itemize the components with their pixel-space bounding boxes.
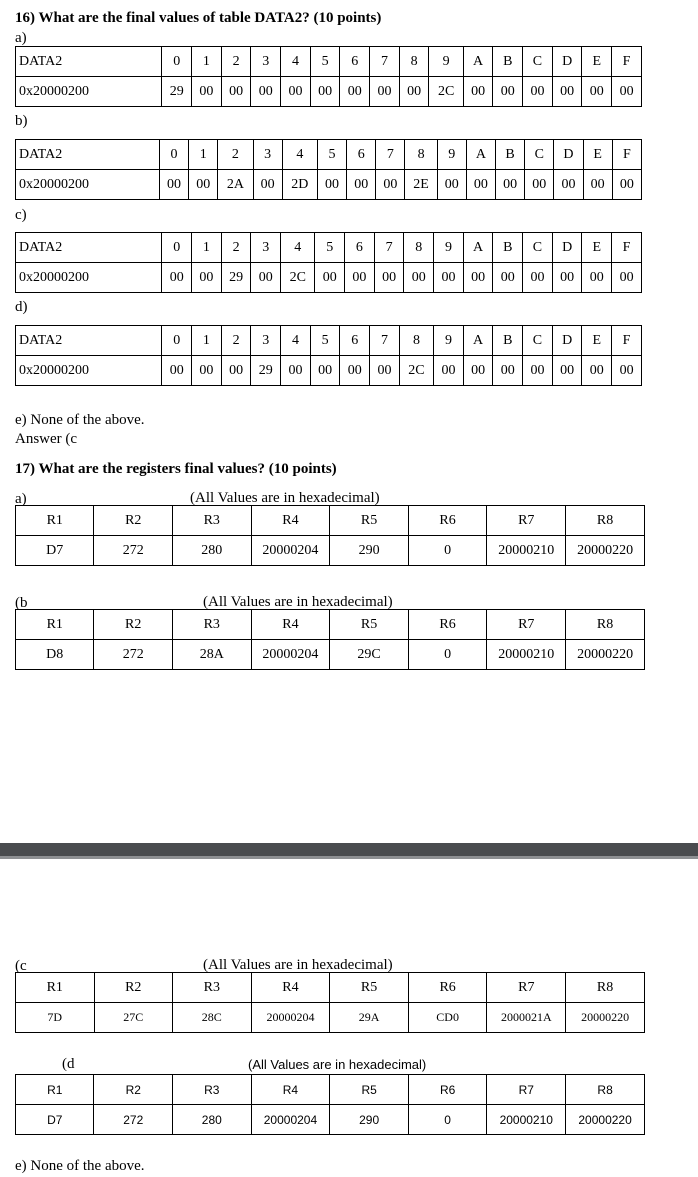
table-cell: E xyxy=(582,47,612,77)
table-cell: 00 xyxy=(251,263,281,293)
table-cell: 00 xyxy=(315,263,345,293)
table-cell: 00 xyxy=(612,170,641,200)
table-cell: 2 xyxy=(221,47,251,77)
table-cell: B xyxy=(493,326,523,356)
table-cell: 00 xyxy=(582,263,612,293)
table-cell: CD0 xyxy=(408,1003,487,1033)
table-cell: 0 xyxy=(408,536,486,566)
table-header-row xyxy=(16,610,645,640)
table-cell: 00 xyxy=(437,170,466,200)
table-cell: R3 xyxy=(172,610,251,640)
table-cell: R4 xyxy=(251,1075,330,1105)
table-cell: 00 xyxy=(310,356,340,386)
table-cell: D xyxy=(552,47,582,77)
table-cell: R2 xyxy=(94,506,173,536)
table-cell: 4 xyxy=(281,47,311,77)
table-header-row xyxy=(16,973,645,1003)
table-cell: R8 xyxy=(566,1075,645,1105)
table-cell: 8 xyxy=(405,140,437,170)
table-cell: R5 xyxy=(330,1075,409,1105)
table-cell: DATA2 xyxy=(16,233,162,263)
table-cell: 00 xyxy=(192,77,222,107)
table-row xyxy=(16,1105,645,1135)
table-cell: 6 xyxy=(340,326,370,356)
table-cell: 00 xyxy=(374,263,404,293)
table-cell: R8 xyxy=(566,973,645,1003)
table-cell: 00 xyxy=(345,263,375,293)
table-cell: 00 xyxy=(162,263,192,293)
table-cell: 00 xyxy=(582,77,612,107)
table-cell: R6 xyxy=(408,1075,486,1105)
table-header-row xyxy=(16,326,642,356)
table-cell: R7 xyxy=(487,1075,566,1105)
table-row xyxy=(16,640,645,670)
table-cell: 00 xyxy=(399,77,429,107)
table-cell: 00 xyxy=(370,356,400,386)
table-cell: 00 xyxy=(189,170,218,200)
table-cell: 00 xyxy=(496,170,525,200)
table-cell: 00 xyxy=(523,77,553,107)
q17-option-c-note: (All Values are in hexadecimal) xyxy=(203,957,393,973)
table-cell: 1 xyxy=(192,47,222,77)
table-cell: 00 xyxy=(493,356,523,386)
table-cell: C xyxy=(525,140,554,170)
table-cell: 00 xyxy=(221,356,251,386)
q17-title: 17) What are the registers final values? (10 points) xyxy=(15,461,337,477)
q17-option-a-table xyxy=(15,505,645,566)
table-row xyxy=(16,170,642,200)
q17-option-e: e) None of the above. xyxy=(15,1158,145,1174)
q17-option-d-note: (All Values are in hexadecimal) xyxy=(248,1057,427,1072)
table-cell: R1 xyxy=(16,973,95,1003)
q17-option-d-table xyxy=(15,1074,645,1135)
table-cell: 0 xyxy=(408,640,486,670)
table-cell: R6 xyxy=(408,506,486,536)
table-cell: R6 xyxy=(408,610,486,640)
table-cell: 7 xyxy=(370,326,400,356)
q16-option-c-label: c) xyxy=(15,207,27,223)
q17-option-a-note: (All Values are in hexadecimal) xyxy=(190,490,380,506)
table-cell: R3 xyxy=(173,1075,252,1105)
table-cell: 00 xyxy=(340,77,370,107)
table-cell: R8 xyxy=(566,610,645,640)
table-cell: E xyxy=(583,140,612,170)
table-cell: 4 xyxy=(281,233,315,263)
q17-option-b-note: (All Values are in hexadecimal) xyxy=(203,594,393,610)
table-header-row xyxy=(16,506,645,536)
table-cell: 00 xyxy=(523,263,553,293)
q17-option-d-label: (d xyxy=(62,1056,75,1072)
table-cell: R2 xyxy=(94,610,173,640)
table-cell: 29 xyxy=(251,356,281,386)
q16-option-a-label: a) xyxy=(15,30,27,46)
table-cell: 00 xyxy=(251,77,281,107)
table-row xyxy=(16,1003,645,1033)
table-cell: R2 xyxy=(94,1075,173,1105)
table-cell: 00 xyxy=(466,170,495,200)
table-cell: 4 xyxy=(281,326,311,356)
table-cell: 3 xyxy=(251,326,281,356)
table-cell: 00 xyxy=(281,77,311,107)
table-cell: 2C xyxy=(429,77,463,107)
table-cell: 9 xyxy=(429,47,463,77)
table-cell: R3 xyxy=(173,506,252,536)
q17-option-b-table xyxy=(15,609,645,670)
table-cell: 0x20000200 xyxy=(16,356,162,386)
table-cell: R5 xyxy=(330,973,409,1003)
table-cell: 2A xyxy=(218,170,253,200)
table-cell: B xyxy=(496,140,525,170)
table-cell: R5 xyxy=(330,506,409,536)
table-header-row xyxy=(16,233,642,263)
table-cell: 00 xyxy=(281,356,311,386)
table-cell: 0x20000200 xyxy=(16,170,160,200)
table-cell: R4 xyxy=(251,506,330,536)
table-cell: 2000021A xyxy=(487,1003,566,1033)
table-cell: 00 xyxy=(554,170,583,200)
table-cell: 20000204 xyxy=(251,640,330,670)
table-cell: 2 xyxy=(221,233,251,263)
table-cell: A xyxy=(463,233,493,263)
table-cell: 00 xyxy=(310,77,340,107)
table-cell: 00 xyxy=(434,263,464,293)
table-cell: D xyxy=(554,140,583,170)
table-cell: 2E xyxy=(405,170,437,200)
table-cell: R5 xyxy=(330,610,409,640)
table-cell: 0x20000200 xyxy=(16,263,162,293)
table-cell: 9 xyxy=(437,140,466,170)
table-cell: F xyxy=(612,326,642,356)
table-cell: 00 xyxy=(612,77,642,107)
table-cell: 2 xyxy=(218,140,253,170)
table-cell: 00 xyxy=(317,170,346,200)
table-row xyxy=(16,536,645,566)
table-cell: 00 xyxy=(463,77,493,107)
table-cell: 00 xyxy=(253,170,282,200)
table-cell: 0 xyxy=(162,233,192,263)
table-cell: 3 xyxy=(253,140,282,170)
table-cell: 6 xyxy=(347,140,376,170)
table-header-row xyxy=(16,47,642,77)
table-cell: 00 xyxy=(552,77,582,107)
table-cell: 29A xyxy=(330,1003,409,1033)
table-cell: 00 xyxy=(376,170,405,200)
q17-option-c-label: (c xyxy=(15,958,27,974)
q16-option-a-table xyxy=(15,46,642,107)
table-cell: 20000220 xyxy=(566,1105,645,1135)
table-cell: 0 xyxy=(408,1105,486,1135)
table-cell: 20000210 xyxy=(487,536,566,566)
table-cell: 20000210 xyxy=(487,640,566,670)
table-cell: 00 xyxy=(525,170,554,200)
table-cell: 8 xyxy=(399,326,433,356)
q16-option-c-table xyxy=(15,232,642,293)
table-cell: 00 xyxy=(340,356,370,386)
table-cell: 5 xyxy=(310,47,340,77)
table-cell: 9 xyxy=(434,233,464,263)
table-cell: 00 xyxy=(162,356,192,386)
table-cell: 20000210 xyxy=(487,1105,566,1135)
table-cell: 28A xyxy=(172,640,251,670)
table-cell: 1 xyxy=(189,140,218,170)
table-cell: 00 xyxy=(192,263,222,293)
q16-title: 16) What are the final values of table DATA2? (10 points) xyxy=(15,10,382,26)
table-cell: 1 xyxy=(192,326,222,356)
table-cell: R2 xyxy=(94,973,173,1003)
table-cell: 00 xyxy=(192,356,222,386)
table-cell: 29C xyxy=(330,640,409,670)
table-cell: C xyxy=(523,326,553,356)
table-cell: 7D xyxy=(16,1003,95,1033)
table-row xyxy=(16,356,642,386)
table-cell: 20000204 xyxy=(251,1105,330,1135)
table-cell: 00 xyxy=(493,77,523,107)
table-cell: 6 xyxy=(345,233,375,263)
table-cell: 280 xyxy=(173,1105,252,1135)
table-cell: 7 xyxy=(370,47,400,77)
table-cell: D8 xyxy=(16,640,94,670)
table-cell: E xyxy=(582,233,612,263)
table-cell: A xyxy=(463,47,493,77)
table-cell: 29 xyxy=(162,77,192,107)
table-cell: 2C xyxy=(281,263,315,293)
table-cell: 00 xyxy=(552,356,582,386)
table-cell: R3 xyxy=(173,973,252,1003)
table-cell: 7 xyxy=(376,140,405,170)
table-cell: 00 xyxy=(493,263,523,293)
table-row xyxy=(16,263,642,293)
q16-answer: Answer (c xyxy=(15,431,78,447)
table-cell: 272 xyxy=(94,640,173,670)
table-cell: 2D xyxy=(282,170,317,200)
table-cell: 29 xyxy=(221,263,251,293)
q17-option-b-label: (b xyxy=(15,595,28,611)
q17-option-a-label: a) xyxy=(15,491,27,507)
table-cell: 00 xyxy=(582,356,612,386)
table-cell: 27C xyxy=(94,1003,173,1033)
table-cell: 00 xyxy=(404,263,434,293)
table-cell: 20000220 xyxy=(566,640,645,670)
table-cell: 20000220 xyxy=(566,536,645,566)
table-cell: R4 xyxy=(251,973,330,1003)
table-cell: 2 xyxy=(221,326,251,356)
table-cell: R8 xyxy=(566,506,645,536)
table-cell: 28C xyxy=(173,1003,252,1033)
table-cell: 7 xyxy=(374,233,404,263)
table-cell: R4 xyxy=(251,610,330,640)
table-cell: 00 xyxy=(221,77,251,107)
table-cell: 00 xyxy=(370,77,400,107)
table-cell: D7 xyxy=(16,1105,94,1135)
table-cell: E xyxy=(582,326,612,356)
table-cell: 0 xyxy=(162,47,192,77)
table-cell: R1 xyxy=(16,506,94,536)
table-cell: 4 xyxy=(282,140,317,170)
table-cell: 8 xyxy=(404,233,434,263)
table-cell: 3 xyxy=(251,47,281,77)
q16-option-b-label: b) xyxy=(15,113,28,129)
q16-option-d-table xyxy=(15,325,642,386)
table-cell: B xyxy=(493,47,523,77)
table-cell: 0x20000200 xyxy=(16,77,162,107)
table-cell: A xyxy=(466,140,495,170)
table-cell: F xyxy=(612,233,642,263)
table-cell: 00 xyxy=(463,263,493,293)
table-cell: B xyxy=(493,233,523,263)
table-cell: 272 xyxy=(94,536,173,566)
table-cell: R7 xyxy=(487,506,566,536)
table-cell: R7 xyxy=(487,973,566,1003)
page-break-divider xyxy=(0,843,698,859)
table-cell: 00 xyxy=(463,356,493,386)
q16-option-b-table xyxy=(15,139,642,200)
table-cell: 290 xyxy=(330,536,409,566)
table-cell: 20000204 xyxy=(251,1003,330,1033)
table-cell: 8 xyxy=(399,47,429,77)
table-cell: DATA2 xyxy=(16,140,160,170)
table-cell: R1 xyxy=(16,610,94,640)
table-cell: R6 xyxy=(408,973,487,1003)
table-cell: 6 xyxy=(340,47,370,77)
table-cell: A xyxy=(463,326,493,356)
table-cell: 9 xyxy=(434,326,464,356)
table-header-row xyxy=(16,140,642,170)
table-cell: 5 xyxy=(315,233,345,263)
table-cell: 00 xyxy=(583,170,612,200)
table-cell: 0 xyxy=(159,140,188,170)
table-cell: 5 xyxy=(310,326,340,356)
table-cell: 5 xyxy=(317,140,346,170)
q17-option-c-table xyxy=(15,972,645,1033)
table-cell: 00 xyxy=(612,356,642,386)
table-cell: 20000220 xyxy=(566,1003,645,1033)
table-cell: DATA2 xyxy=(16,47,162,77)
table-cell: 00 xyxy=(434,356,464,386)
table-cell: R7 xyxy=(487,610,566,640)
table-cell: C xyxy=(523,233,553,263)
table-cell: R1 xyxy=(16,1075,94,1105)
q16-option-d-label: d) xyxy=(15,299,28,315)
table-cell: F xyxy=(612,140,641,170)
table-cell: C xyxy=(523,47,553,77)
table-cell: D xyxy=(552,326,582,356)
table-cell: 280 xyxy=(173,536,252,566)
table-cell: 00 xyxy=(347,170,376,200)
table-header-row xyxy=(16,1075,645,1105)
table-cell: F xyxy=(612,47,642,77)
table-cell: 272 xyxy=(94,1105,173,1135)
table-cell: 2C xyxy=(399,356,433,386)
table-cell: 290 xyxy=(330,1105,409,1135)
table-cell: 3 xyxy=(251,233,281,263)
table-row xyxy=(16,77,642,107)
q16-option-e: e) None of the above. xyxy=(15,412,145,428)
table-cell: 20000204 xyxy=(251,536,330,566)
table-cell: 00 xyxy=(159,170,188,200)
table-cell: D7 xyxy=(16,536,94,566)
table-cell: 1 xyxy=(192,233,222,263)
table-cell: 00 xyxy=(552,263,582,293)
table-cell: 0 xyxy=(162,326,192,356)
table-cell: 00 xyxy=(523,356,553,386)
table-cell: D xyxy=(552,233,582,263)
table-cell: 00 xyxy=(612,263,642,293)
table-cell: DATA2 xyxy=(16,326,162,356)
